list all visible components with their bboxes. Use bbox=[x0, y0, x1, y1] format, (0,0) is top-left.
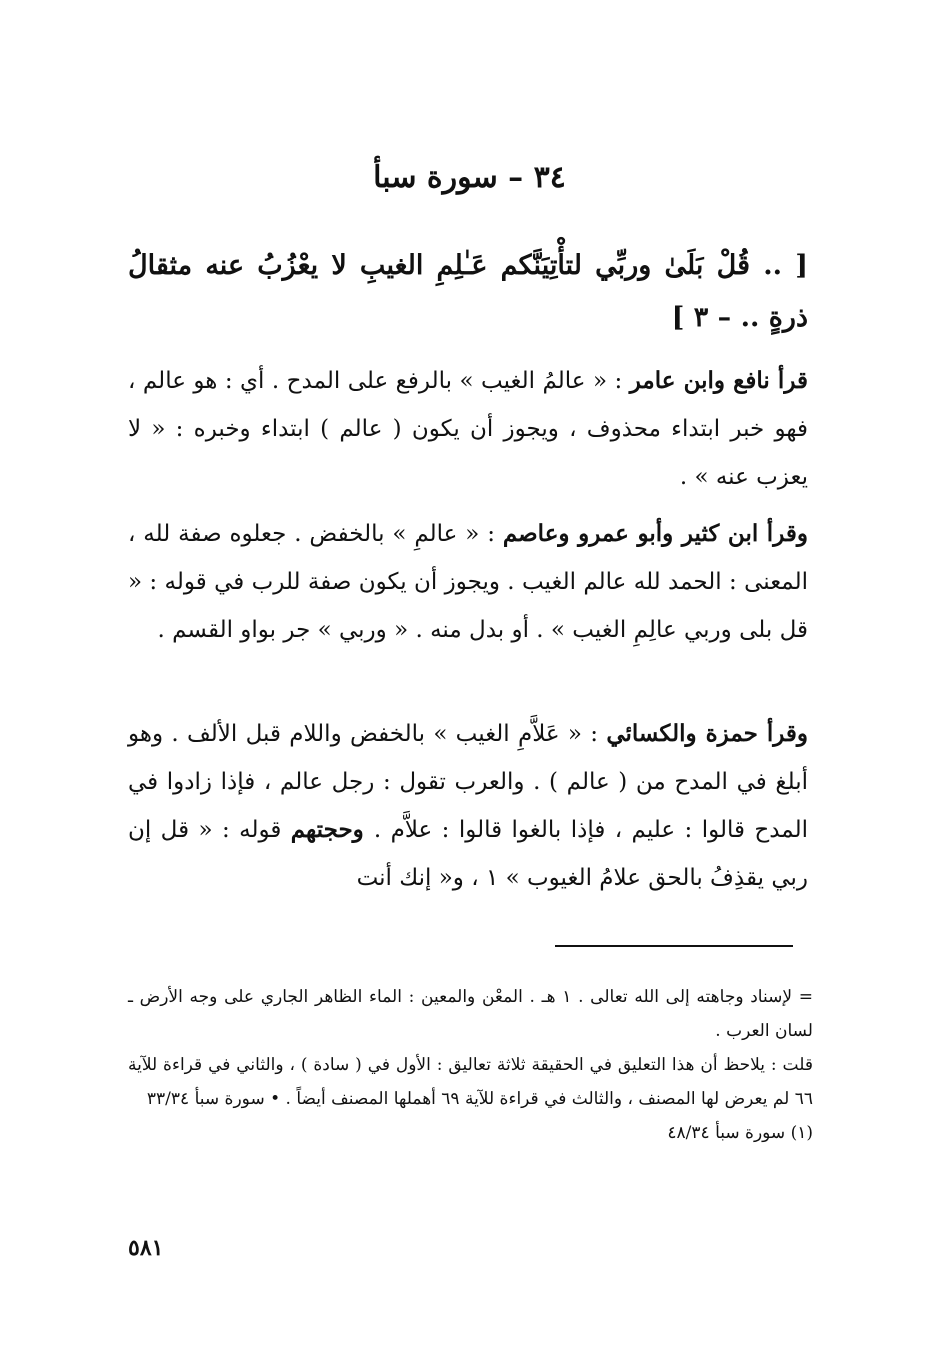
reciters-label: وقرأ ابن كثير وأبو عمرو وعاصم bbox=[502, 520, 808, 547]
reciters-label: وقرأ حمزة والكسائي bbox=[606, 720, 809, 747]
chapter-title: ٣٤ – سورة سبأ bbox=[373, 160, 566, 195]
paragraph-text: : « عَلاَّمِ الغيب » بالخفض واللام قبل الألف . وهو أبلغ في المدح من ( عالم ) . والعرب تقول : رجل عالم ، فإذا زادوا في المدح قالوا : عليم ، فإذا بالغوا قالوا : علاَّم . bbox=[128, 721, 808, 843]
reading-paragraph-2 bbox=[128, 510, 808, 654]
footnote-divider bbox=[555, 945, 793, 947]
paragraph-text-continued: قوله : « قل إن ربي يقذِفُ بالحق علامُ الغيوب » ١ ، و« إنك أنت bbox=[128, 817, 808, 891]
page-number: ٥٨١ bbox=[128, 1235, 164, 1261]
argument-label: وحجتهم bbox=[290, 816, 374, 843]
footnote-continuation: = لإسناد وجاهته إلى الله تعالى . ١ هـ . المعْن والمعين : الماء الظاهر الجاري على وجه الأرض ـ لسان العرب . bbox=[128, 987, 813, 1041]
paragraph-text: : « عالمِ » بالخفض . جعلوه صفة لله ، المعنى : الحمد لله عالم الغيب . ويجوز أن يكون صفة للرب في قوله : « قل بلى وربي عالِمِ الغيب » . أو بدل منه . « وربي » جر بواو القسم . bbox=[128, 521, 808, 643]
footnote-remark: قلت : يلاحظ أن هذا التعليق في الحقيقة ثلاثة تعاليق : الأول في ( سادة ) ، والثاني في قراءة للآية ٦٦ لم يعرض لها المصنف ، والثالث في قراءة للآية ٦٩ أهملها المصنف أيضاً . • سورة سبأ ٣٣/٣٤ bbox=[128, 1055, 813, 1109]
footnotes bbox=[128, 980, 813, 1150]
reading-paragraph-3 bbox=[128, 710, 808, 902]
footnote-1: (١) سورة سبأ ٤٨/٣٤ bbox=[667, 1123, 813, 1143]
paragraph-text: : « عالمُ الغيب » بالرفع على المدح . أي : هو عالم ، فهو خبر ابتداء محذوف ، ويجوز أن يكون ( عالم ) ابتداء وخبره : « لا يعزب عنه » . bbox=[128, 368, 808, 490]
quran-verse: [ .. قُلْ بَلَىٰ وربِّي لتأْتِيَنَّكم عَـٰلِمِ الغيبِ لا يعْزُبُ عنه مثقالُ ذرةٍ .. – ٣ ] bbox=[128, 250, 808, 333]
reading-paragraph-1 bbox=[128, 357, 808, 501]
reciters-label: قرأ نافع وابن عامر bbox=[629, 367, 808, 394]
